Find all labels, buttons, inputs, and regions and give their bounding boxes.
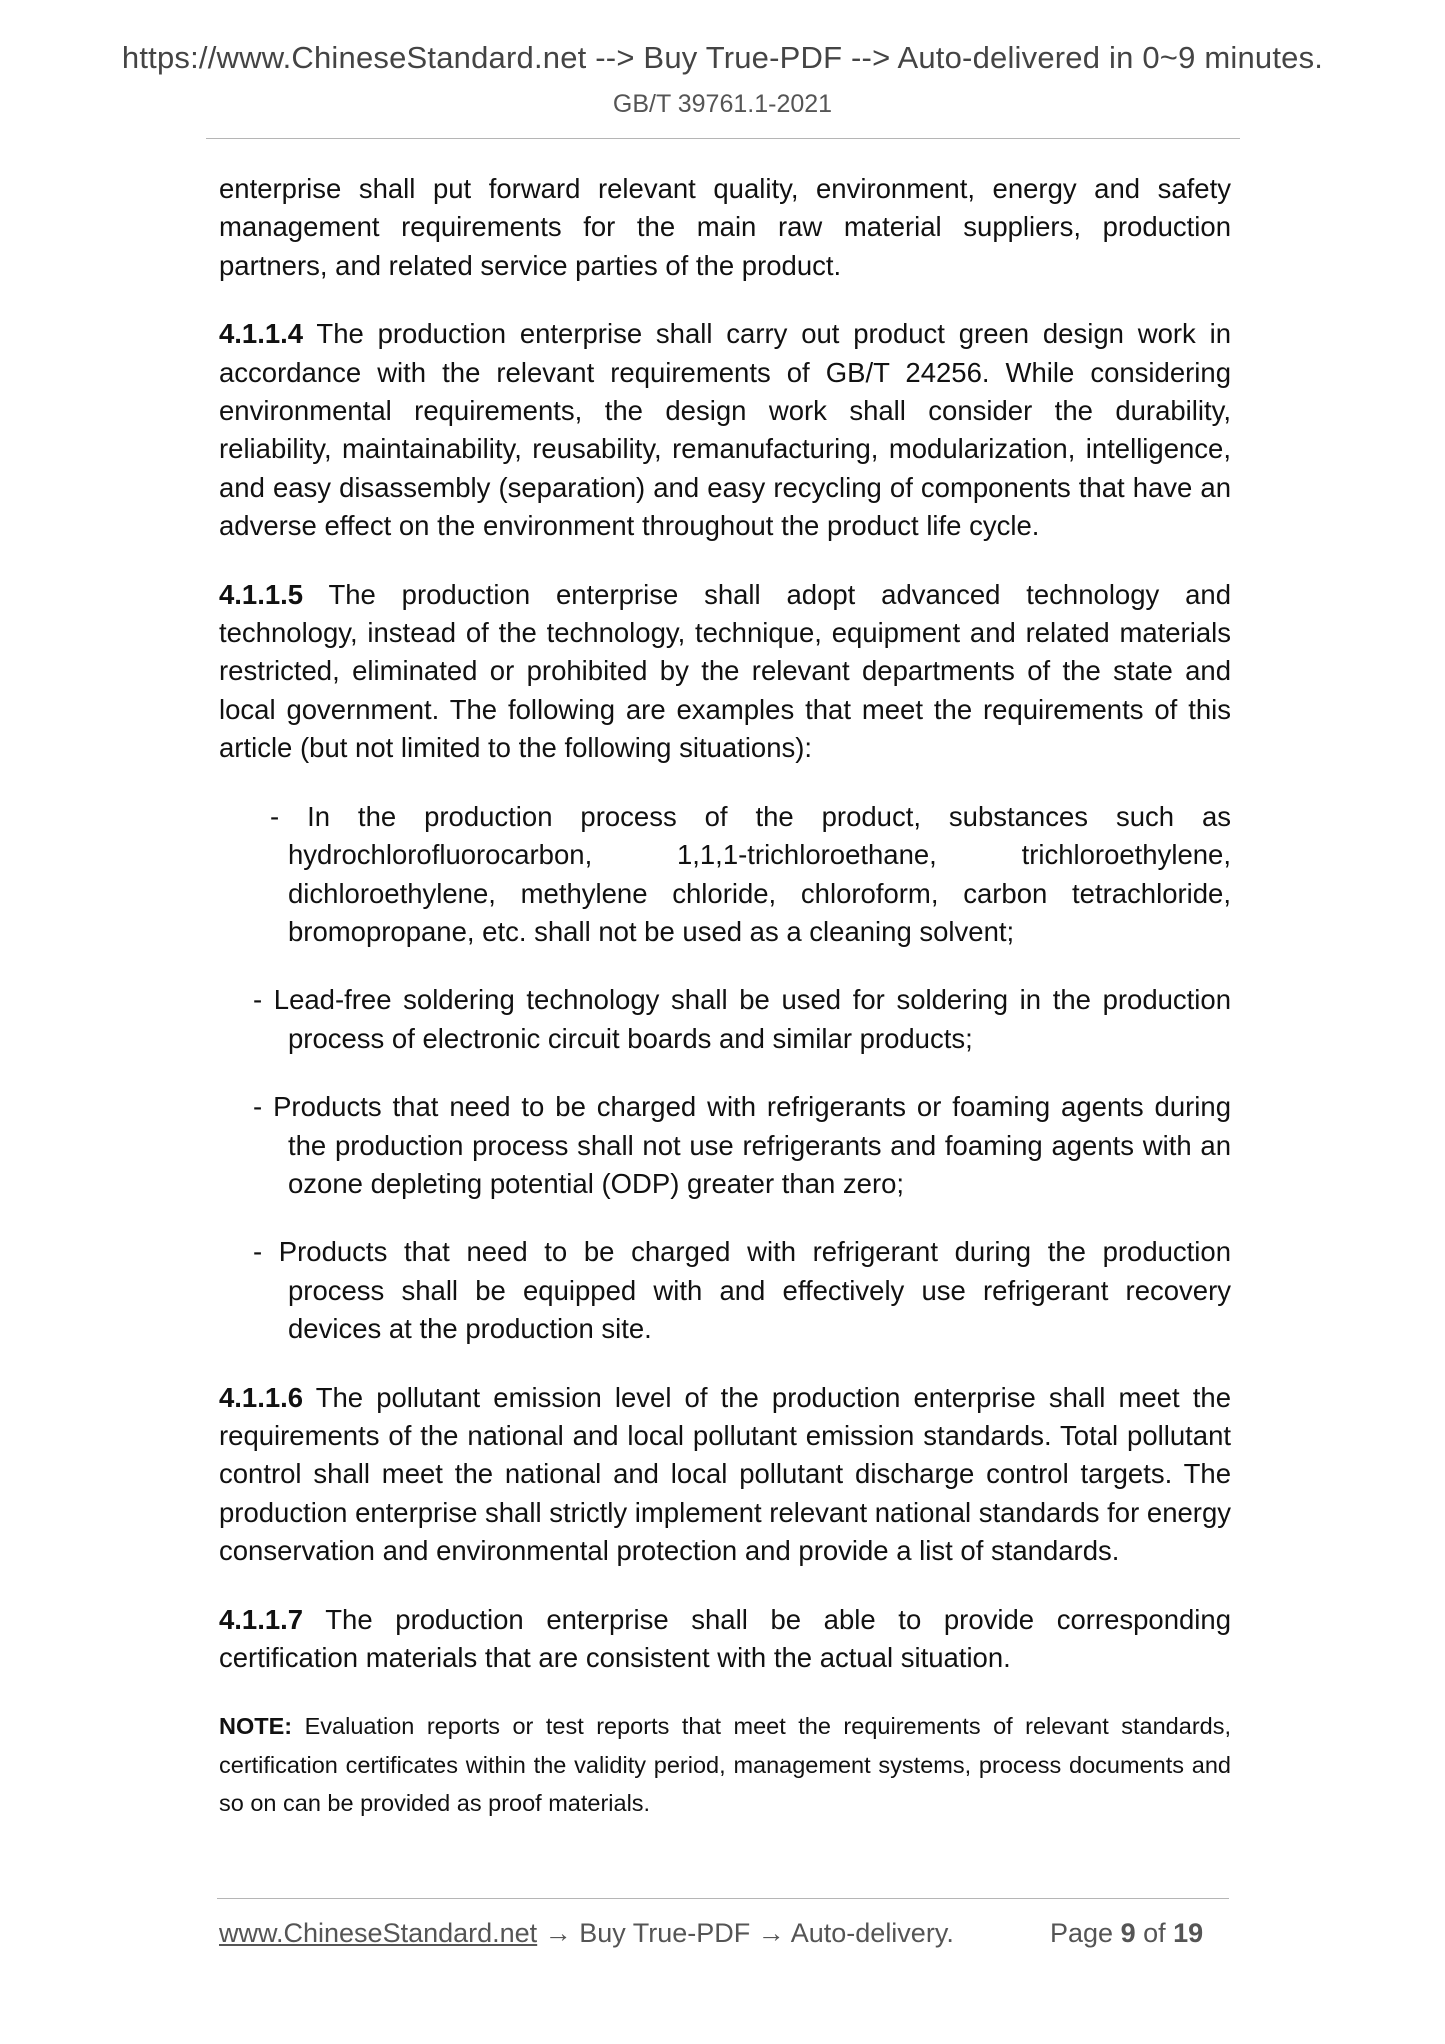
of-word: of: [1135, 1918, 1174, 1948]
list-item-cleaning-solvent: - In the production process of the product, substances such as hydrochlorofluorocarbon, 1,1,1-trichloroethane, trichloroethylene, dichloroethylene, methylene chloride, chloroform, carbon tetrachloride, bromopropane, etc. shall not be used as a cleaning solvent;: [270, 800, 1231, 947]
header-divider: [206, 138, 1240, 139]
clause-text: The production enterprise shall be able to provide corresponding certification materials that are consistent with the actual situation.: [219, 1603, 1231, 1673]
footer-divider: [217, 1898, 1229, 1899]
footer-site: [219, 1918, 954, 1949]
page-word: Page: [1050, 1918, 1121, 1948]
clause-number: 4.1.1.5: [219, 578, 304, 610]
clause-text: The production enterprise shall carry out product green design work in accordance with the relevant requirements of GB/T 24256. While considering environmental requirements, the design work shall consider the durability, reliability, maintainability, reusability, remanufacturing, modularization, intelligence, and easy disassembly (separation) and easy recycling of components that have an adverse effect on the environment throughout the product life cycle.: [219, 318, 1231, 542]
document-body: [219, 170, 1231, 1823]
header-banner: https://www.ChineseStandard.net --> Buy True-PDF --> Auto-delivered in 0~9 minutes.: [121, 40, 1324, 75]
note-label: NOTE:: [219, 1713, 293, 1740]
list-item-lead-free-soldering: - Lead-free soldering technology shall be used for soldering in the production process of electronic circuit boards and similar products;: [253, 984, 1231, 1054]
note: [219, 1707, 1231, 1822]
clause-4-1-1-4: [219, 315, 1231, 545]
page-indicator: [1050, 1918, 1203, 1949]
clause-text: The production enterprise shall adopt advanced technology and technology, instead of the technology, technique, equipment and related materials restricted, eliminated or prohibited by the relevant departments of the state and local government. The following are examples that meet the requirements of this article (but not limited to the following situations):: [219, 578, 1231, 764]
paragraph-intro: enterprise shall put forward relevant quality, environment, energy and safety management requirements for the main raw material suppliers, production partners, and related service parties of the product.: [219, 173, 1231, 281]
clause-4-1-1-6: [219, 1379, 1231, 1571]
site-link[interactable]: www.ChineseStandard.net: [219, 1918, 538, 1948]
standard-code: GB/T 39761.1-2021: [612, 90, 833, 118]
page-number: 9: [1120, 1918, 1136, 1948]
clause-4-1-1-5: [219, 576, 1231, 768]
list-item-refrigerant-odp: - Products that need to be charged with refrigerants or foaming agents during the production process shall not use refrigerants and foaming agents with an ozone depleting potential (ODP) greater than zero;: [253, 1091, 1231, 1199]
page-total: 19: [1173, 1918, 1204, 1948]
footer-tagline: → Buy True-PDF → Auto-delivery.: [537, 1918, 954, 1948]
clause-number: 4.1.1.6: [219, 1381, 304, 1413]
clause-number: 4.1.1.7: [219, 1603, 304, 1635]
list-item-refrigerant-recovery: - Products that need to be charged with refrigerant during the production process shall be equipped with and effectively use refrigerant recovery devices at the production site.: [253, 1236, 1231, 1345]
clause-text: The pollutant emission level of the production enterprise shall meet the requirements of the national and local pollutant emission standards. Total pollutant control shall meet the national and local pollutant discharge control targets. The production enterprise shall strictly implement relevant national standards for energy conservation and environmental protection and provide a list of standards.: [219, 1381, 1231, 1567]
clause-number: 4.1.1.4: [219, 318, 304, 350]
note-text: Evaluation reports or test reports that meet the requirements of relevant standards, certification certificates within the validity period, management systems, process documents and so on can be provided as proof materials.: [219, 1713, 1231, 1817]
clause-4-1-1-7: [219, 1601, 1231, 1678]
